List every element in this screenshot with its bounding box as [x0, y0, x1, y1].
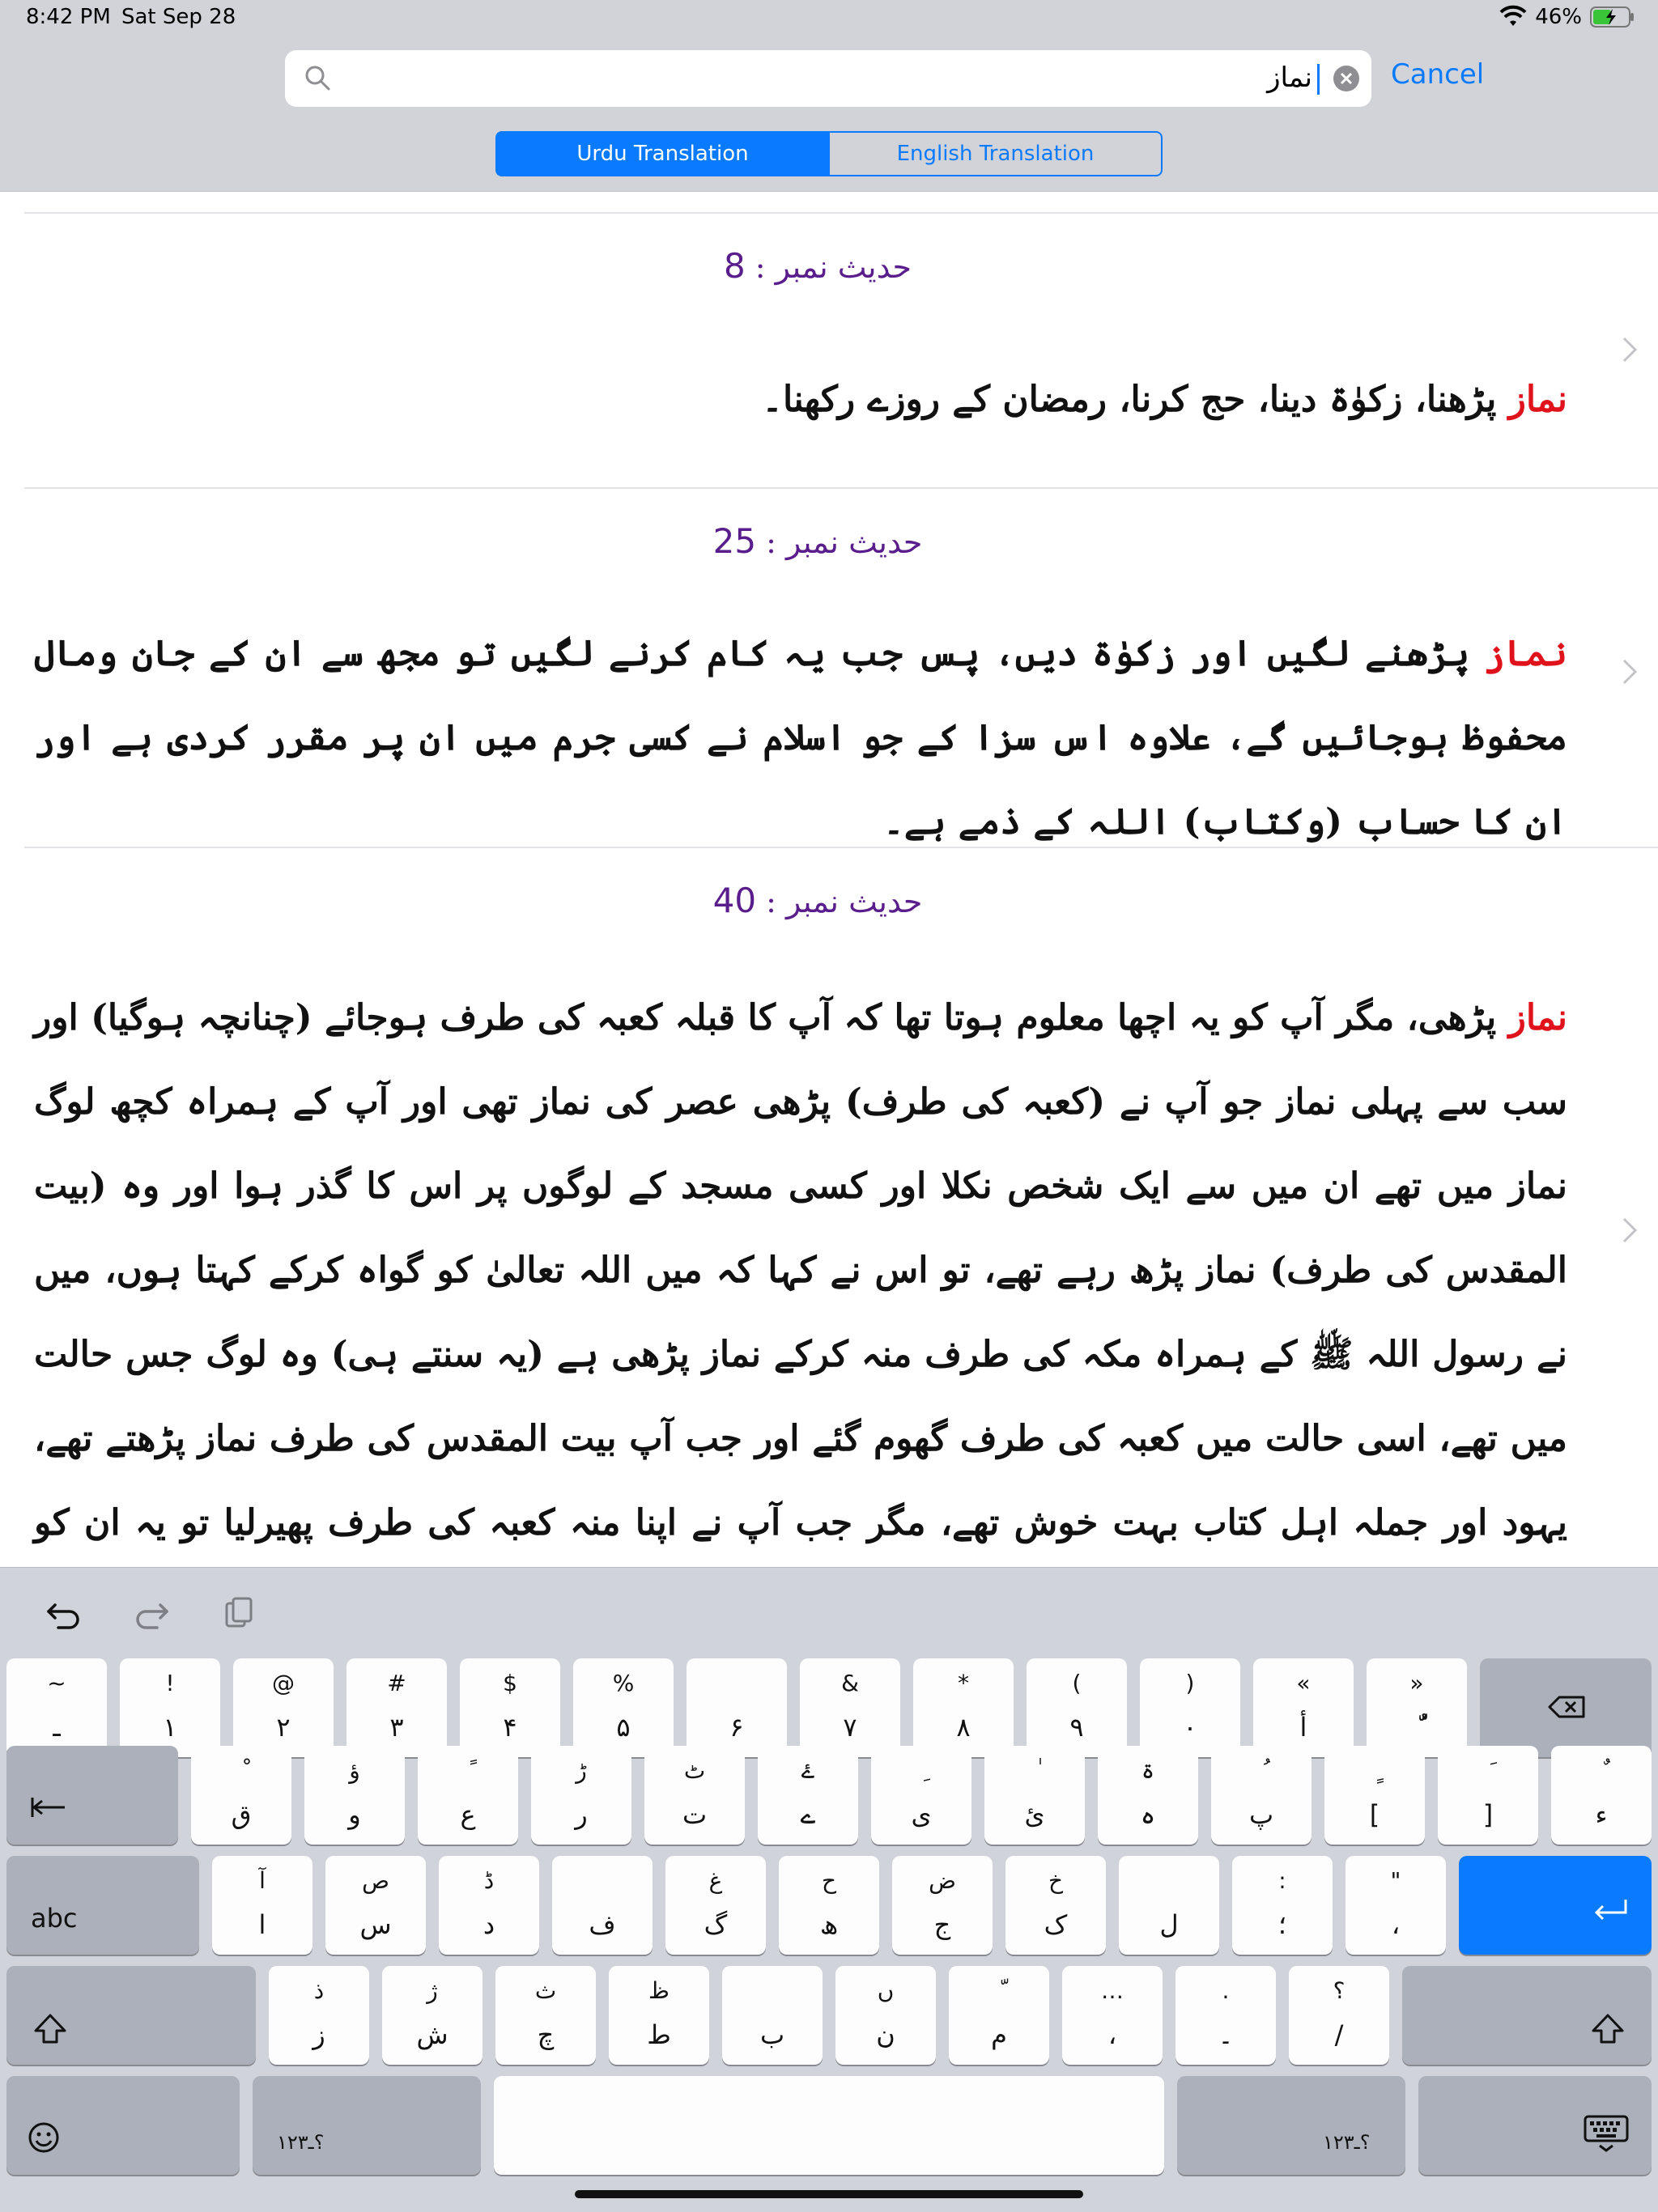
key-primary-char: ء: [1595, 1799, 1608, 1830]
backspace-key[interactable]: [1480, 1658, 1652, 1757]
hadith-text-body: پڑھنے لگیں اور زکوٰۃ دیں، پس جب یہ کام کرنے لگیں تو مجھ سے ان کے جان ومال محفوظ ہوجائیں گے، علاوہ اس سزا کے جو اسلام نے کسی جرم میں ان پر مقرر کردی ہے اور ان کا حساب (وکتاب) اللہ کے ذمے ہے۔: [34, 633, 1567, 843]
key-primary-char: ۲: [276, 1712, 291, 1743]
urdu-keyboard: [0, 1567, 1658, 2212]
key[interactable]: [1005, 1856, 1106, 1955]
key-secondary-char: ذ: [313, 1977, 325, 2004]
return-icon: [1592, 1898, 1629, 1921]
key-primary-char: ۔: [1218, 2019, 1234, 2050]
key[interactable]: [779, 1856, 879, 1955]
space-key[interactable]: [494, 2076, 1164, 2175]
battery-charging-icon: [1590, 6, 1635, 28]
highlighted-match: نماز: [1483, 633, 1567, 674]
search-results-list: [0, 191, 1658, 1567]
hadith-text: [34, 358, 1567, 442]
hadith-text-body: پڑھی، مگر آپ کو یہ اچھا معلوم ہوتا تھا کہ آپ کا قبلہ کعبہ کی طرف ہوجائے (چنانچہ ہوگیا) اور سب سے پہلی نماز جو آپ نے (کعبہ کی طرف) پڑھی عصر کی نماز تھی اور آپ کے ہمراہ کچھ لوگ نماز میں تھے ان میں سے ایک شخص نکلا اور کسی مسجد کے لوگوں پر اس کا گذر ہوا اور وہ (بیت المقدس کی طرف) نماز پڑھ رہے تھے، تو اس نے کہا کہ میں اللہ تعالیٰ کو گواہ کرکے کہتا ہوں، میں نے رسول اللہ ﷺ کے ہمراہ مکہ کی طرف منہ کرکے نماز پڑھی ہے (یہ سنتے ہی) وہ لوگ جس حالت میں تھے، اسی حالت میں کعبہ کی طرف گھوم گئے اور جب آپ بیت المقدس کی طرف نماز پڑھتے تھے، یہود اور جملہ اہل کتاب بہت خوش تھے، مگر جب آپ نے اپنا منہ کعبہ کی طرف پھیرلیا تو یہ ان کو: [34, 997, 1567, 1543]
key-primary-char: چ: [537, 2019, 555, 2050]
key[interactable]: [269, 1966, 369, 2065]
hadith-title-prefix: حدیث نمبر :: [766, 524, 923, 560]
key-secondary-char: ): [1185, 1670, 1195, 1696]
hadith-title-prefix: حدیث نمبر :: [766, 884, 923, 919]
key-secondary-char: [871, 1757, 971, 1784]
hadith-title: [24, 246, 1611, 286]
key-secondary-char: %: [612, 1670, 635, 1696]
key-primary-char: س: [359, 1909, 392, 1940]
keyboard-dismiss-icon: [1584, 2115, 1629, 2154]
emoji-icon: [28, 2121, 60, 2154]
key-primary-char: ز: [312, 2019, 325, 2050]
key[interactable]: [573, 1658, 674, 1757]
redo-icon[interactable]: [128, 1590, 173, 1636]
status-time: 8:42 PM: [26, 5, 111, 29]
key-secondary-char: خ: [1048, 1867, 1064, 1894]
key-secondary-char: …: [1101, 1977, 1124, 2004]
key-primary-char: ئ: [1024, 1799, 1045, 1830]
key-primary-char: گ: [704, 1909, 728, 1940]
key[interactable]: [1367, 1658, 1467, 1757]
key-secondary-char: @: [272, 1670, 295, 1696]
clear-icon[interactable]: [1333, 65, 1360, 92]
key[interactable]: [1140, 1658, 1240, 1757]
key-primary-char: ا: [258, 1909, 266, 1940]
status-indicators: [1499, 5, 1635, 29]
hadith-number: 25: [712, 521, 757, 561]
key-secondary-char: ں: [877, 1977, 895, 2004]
key-primary-char: ]: [1482, 1799, 1494, 1830]
key-primary-char: ،: [1391, 1909, 1401, 1940]
hadith-text: [34, 976, 1567, 1649]
key-secondary-char: [418, 1757, 518, 1784]
return-key[interactable]: [1459, 1856, 1652, 1955]
result-row[interactable]: [24, 212, 1658, 489]
key-primary-char: ؛: [1278, 1909, 1287, 1940]
key-primary-char: ط: [647, 2019, 671, 2050]
hadith-title-prefix: حدیث نمبر :: [755, 249, 912, 285]
key[interactable]: [439, 1856, 539, 1955]
key[interactable]: [120, 1658, 220, 1757]
status-date: Sat Sep 28: [121, 5, 236, 29]
key-primary-char: ق: [231, 1799, 252, 1830]
hadith-title: [24, 881, 1611, 920]
key[interactable]: [1098, 1746, 1198, 1845]
key-secondary-char: [1211, 1757, 1312, 1784]
key-secondary-char: #: [387, 1670, 406, 1696]
key-primary-char: ۵: [616, 1712, 631, 1743]
key[interactable]: [304, 1746, 405, 1845]
key[interactable]: [212, 1856, 312, 1955]
key-primary-char: و: [348, 1799, 361, 1830]
key-secondary-char: [1551, 1757, 1652, 1784]
key[interactable]: [949, 1966, 1049, 2065]
key-primary-char: ن: [876, 2019, 895, 2050]
key[interactable]: [382, 1966, 483, 2065]
key-primary-char: ۷: [843, 1712, 857, 1743]
abc-label: abc: [31, 1903, 78, 1934]
hadith-text: [34, 612, 1567, 864]
key-secondary-char: غ: [708, 1867, 723, 1894]
key[interactable]: [418, 1746, 518, 1845]
key[interactable]: [552, 1856, 653, 1955]
key-primary-char: ،: [1107, 2019, 1117, 2050]
key-primary-char: ۳: [389, 1712, 404, 1743]
key-secondary-char: ٹ: [683, 1757, 706, 1784]
numbers-label: ۱۲۳؟ـ: [277, 2131, 325, 2154]
key[interactable]: [1027, 1658, 1127, 1757]
key-secondary-char: ح: [821, 1867, 837, 1894]
key-secondary-char: (: [1072, 1670, 1082, 1696]
shift-key-right[interactable]: [1402, 1966, 1652, 2065]
key-secondary-char: «: [1296, 1670, 1311, 1696]
key-primary-char: ع: [460, 1799, 476, 1830]
key-secondary-char: :: [1278, 1867, 1286, 1894]
key[interactable]: [758, 1746, 858, 1845]
key[interactable]: [913, 1658, 1014, 1757]
key-secondary-char: *: [958, 1670, 969, 1696]
key-primary-char: ۰: [1183, 1712, 1197, 1743]
key-primary-char: ت: [682, 1799, 708, 1830]
key[interactable]: [1119, 1856, 1219, 1955]
key-primary-char: /: [1334, 2019, 1344, 2050]
tab-icon: [29, 1796, 66, 1819]
key-primary-char: ۸: [956, 1712, 971, 1743]
key[interactable]: [325, 1856, 426, 1955]
hadith-number: 40: [712, 881, 757, 920]
numbers-key-right[interactable]: [1177, 2076, 1405, 2175]
key-primary-char: پ: [1248, 1799, 1274, 1830]
key-secondary-char: [949, 1977, 1049, 2004]
key[interactable]: [1211, 1746, 1312, 1845]
key-secondary-char: ظ: [648, 1977, 670, 2004]
key[interactable]: [1346, 1856, 1446, 1955]
key[interactable]: [644, 1746, 745, 1845]
key-primary-char: ـ: [53, 1712, 61, 1743]
key-secondary-char: ص: [362, 1867, 389, 1894]
key[interactable]: [984, 1746, 1085, 1845]
key[interactable]: [892, 1856, 993, 1955]
key-primary-char: [1367, 1712, 1467, 1743]
key[interactable]: [609, 1966, 709, 2065]
key-primary-char: أ: [1299, 1712, 1307, 1743]
segment-urdu-translation[interactable]: Urdu Translation: [497, 133, 828, 175]
key-primary-char: ب: [759, 2019, 785, 2050]
key[interactable]: [1438, 1746, 1538, 1845]
undo-icon[interactable]: [42, 1590, 87, 1636]
key-secondary-char: !: [165, 1670, 175, 1696]
key-primary-char: ھ: [819, 1909, 839, 1940]
key[interactable]: [6, 1658, 107, 1757]
key-secondary-char: ض: [929, 1867, 956, 1894]
key-primary-char: [: [1369, 1799, 1380, 1830]
key-primary-char: ۴: [503, 1712, 517, 1743]
key-secondary-char: ؟: [1333, 1977, 1346, 2004]
key-secondary-char: »: [1409, 1670, 1424, 1696]
key[interactable]: [191, 1746, 291, 1845]
result-row[interactable]: [24, 487, 1658, 848]
key[interactable]: [800, 1658, 900, 1757]
segment-english-translation[interactable]: English Translation: [828, 133, 1161, 175]
search-icon: [303, 63, 332, 92]
key-secondary-char: ڈ: [483, 1867, 495, 1894]
key-secondary-char: ": [1390, 1867, 1401, 1894]
hadith-number: 8: [723, 246, 746, 286]
key[interactable]: [871, 1746, 971, 1845]
key-primary-char: ہ: [1140, 1799, 1156, 1830]
tab-key[interactable]: [6, 1746, 178, 1845]
key-secondary-char: [1324, 1757, 1425, 1784]
key[interactable]: [1324, 1746, 1425, 1845]
key[interactable]: [1551, 1746, 1652, 1845]
search-input[interactable]: نماز: [1267, 62, 1320, 95]
dismiss-keyboard-key[interactable]: [1418, 2076, 1652, 2175]
key-secondary-char: ۃ: [1141, 1757, 1155, 1784]
abc-key[interactable]: [6, 1856, 199, 1955]
key-primary-char: ش: [416, 2019, 449, 2050]
numbers-key-left[interactable]: [253, 2076, 481, 2175]
key-secondary-char: ژ: [427, 1977, 438, 2004]
key[interactable]: [687, 1658, 787, 1757]
paste-icon[interactable]: [215, 1590, 261, 1636]
key-secondary-char: ث: [534, 1977, 557, 2004]
key[interactable]: [1289, 1966, 1389, 2065]
home-indicator: [575, 2190, 1083, 2198]
key-primary-char: ف: [589, 1909, 616, 1940]
backspace-icon: [1548, 1694, 1585, 1720]
key-primary-char: ل: [1159, 1909, 1179, 1940]
hadith-text-body: پڑھنا، زکوٰۃ دینا، حج کرنا، رمضان کے روزے رکھنا۔: [762, 379, 1509, 420]
key-primary-char: ر: [575, 1799, 588, 1830]
wifi-icon: [1499, 6, 1527, 28]
emoji-key[interactable]: [6, 2076, 240, 2175]
key-secondary-char: &: [841, 1670, 859, 1696]
key-primary-char: ی: [911, 1799, 932, 1830]
highlighted-match: نماز: [1508, 379, 1567, 420]
key-primary-char: ۹: [1069, 1712, 1084, 1743]
key-secondary-char: ~: [47, 1670, 66, 1696]
key[interactable]: [495, 1966, 596, 2065]
key[interactable]: [1175, 1966, 1276, 2065]
key-primary-char: ے: [800, 1799, 816, 1830]
key[interactable]: [346, 1658, 447, 1757]
key-primary-char: ج: [933, 1909, 951, 1940]
chevron-right-icon: [1621, 1216, 1639, 1245]
key-primary-char: ۱: [163, 1712, 177, 1743]
key[interactable]: [722, 1966, 823, 2065]
key-secondary-char: [984, 1757, 1085, 1784]
key[interactable]: [1062, 1966, 1163, 2065]
search-field[interactable]: [285, 50, 1371, 107]
chevron-right-icon: [1621, 657, 1639, 686]
key-primary-char: د: [483, 1909, 495, 1940]
result-row[interactable]: [24, 847, 1658, 1577]
translation-segmented-control: [495, 131, 1163, 176]
key-secondary-char: ۓ: [801, 1757, 815, 1784]
key-secondary-char: .: [1222, 1977, 1230, 2004]
cancel-button[interactable]: Cancel: [1391, 58, 1485, 91]
key-primary-char: ۶: [729, 1712, 744, 1743]
shift-key-left[interactable]: [6, 1966, 256, 2065]
key-primary-char: ک: [1044, 1909, 1068, 1940]
key[interactable]: [531, 1746, 631, 1845]
key[interactable]: [835, 1966, 936, 2065]
numbers-label: ۱۲۳؟ـ: [1323, 2131, 1371, 2154]
key-secondary-char: ؤ: [349, 1757, 360, 1784]
key-secondary-char: آ: [259, 1867, 266, 1894]
key[interactable]: [233, 1658, 334, 1757]
shift-icon: [34, 2013, 66, 2045]
key[interactable]: [665, 1856, 766, 1955]
key-secondary-char: $: [503, 1670, 517, 1696]
search-header: [0, 0, 1658, 192]
key-secondary-char: [1438, 1757, 1538, 1784]
key[interactable]: [1253, 1658, 1354, 1757]
battery-percent: 46%: [1535, 5, 1582, 29]
key-primary-char: م: [991, 2019, 1007, 2050]
key[interactable]: [460, 1658, 560, 1757]
key-secondary-char: ڑ: [576, 1757, 587, 1784]
key[interactable]: [1232, 1856, 1333, 1955]
key-secondary-char: [191, 1757, 291, 1784]
chevron-right-icon: [1621, 335, 1639, 364]
hadith-title: [24, 521, 1611, 561]
highlighted-match: نماز: [1508, 997, 1567, 1038]
shift-icon: [1592, 2013, 1624, 2045]
